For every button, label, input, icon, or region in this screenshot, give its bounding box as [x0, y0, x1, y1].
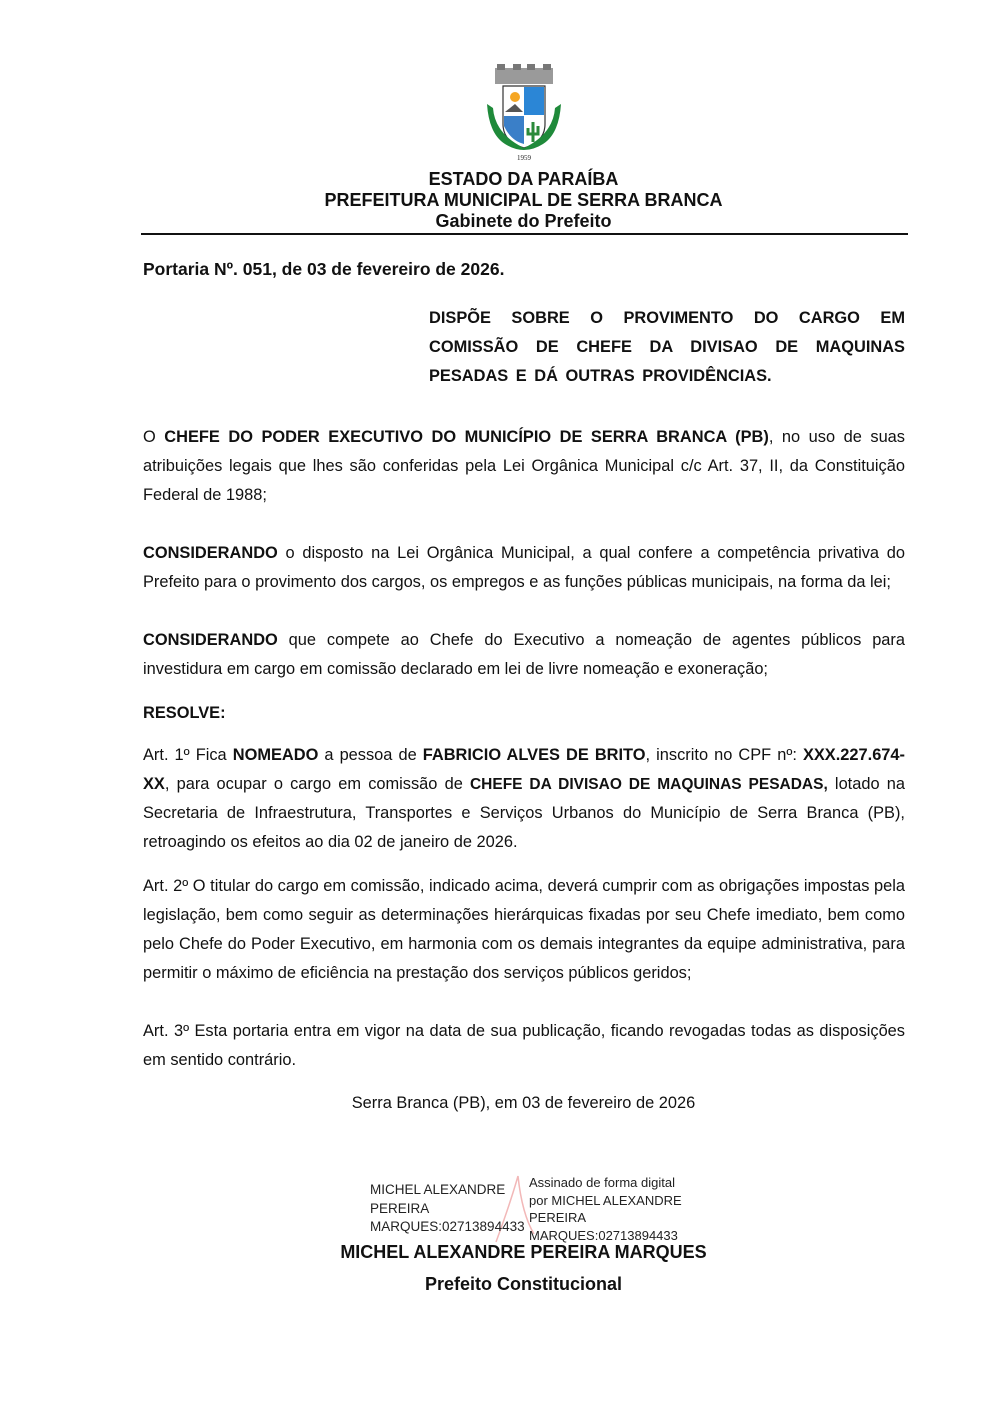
header-state: ESTADO DA PARAÍBA	[428, 169, 619, 189]
digital-signature	[370, 1174, 700, 1246]
header-office: Gabinete do Prefeito	[435, 211, 612, 231]
article-2: Art. 2º O titular do cargo em comissão, indicado acima, deverá cumprir com as obrigações impostas pela legislação, bem como seguir as determinações hierárquicas fixadas por seu Chefe imediato, bem como pelo Chefe do Poder Executivo, em harmonia com os demais integrantes da equipe administrativa, para permitir o máximo de eficiência na prestação dos serviços públicos geridos;	[143, 877, 905, 982]
header-divider	[141, 233, 908, 235]
coat-of-arms-logo	[483, 64, 565, 162]
considerando-1: CONSIDERANDO o disposto na Lei Orgânica Municipal, a qual confere a competência privativa do Prefeito para o provimento dos cargos, os empregos e as funções públicas municipais, na forma da lei;	[143, 544, 905, 591]
article-3: Art. 3º Esta portaria entra em vigor na data de sua publicação, ficando revogadas todas as disposições em sentido contrário.	[143, 1022, 905, 1069]
considerando-2: CONSIDERANDO que compete ao Chefe do Executivo a nomeação de agentes públicos para investidura em cargo em comissão declarado em lei de livre nomeação e exoneração;	[143, 631, 905, 678]
signer-name: MICHEL ALEXANDRE PEREIRA MARQUES	[340, 1242, 707, 1262]
article-1: Art. 1º Fica NOMEADO a pessoa de FABRICIO ALVES DE BRITO, inscrito no CPF nº: XXX.227.674-XX, para ocupar o cargo em comissão de CHEFE DA DIVISAO DE MAQUINAS PESADAS, lotado na Secretaria de Infraestrutura, Transportes e Serviços Urbanos do Município de Serra Branca (PB), retroagindo os efeitos ao dia 02 de janeiro de 2026.	[143, 746, 905, 851]
signature-right: Assinado de forma digital por MICHEL ALEXANDRE PEREIRA MARQUES:02713894433	[529, 1175, 682, 1243]
signature-left: MICHEL ALEXANDRE PEREIRA MARQUES:02713894433	[370, 1182, 525, 1234]
resolve-heading: RESOLVE:	[143, 704, 226, 722]
place-date: Serra Branca (PB), em 03 de fevereiro de 2026	[351, 1094, 696, 1112]
svg-text:1959: 1959	[517, 154, 531, 162]
ementa: DISPÕE SOBRE O PROVIMENTO DO CARGO EM COMISSÃO DE CHEFE DA DIVISAO DE MAQUINAS PESADAS E DÁ OUTRAS PROVIDÊNCIAS.	[429, 309, 905, 385]
header-municipality: PREFEITURA MUNICIPAL DE SERRA BRANCA	[324, 190, 723, 210]
document-title: Portaria Nº. 051, de 03 de fevereiro de 2026.	[143, 259, 505, 279]
preamble: O CHEFE DO PODER EXECUTIVO DO MUNICÍPIO DE SERRA BRANCA (PB), no uso de suas atribuições legais que lhes são conferidas pela Lei Orgânica Municipal c/c Art. 37, II, da Constituição Federal de 1988;	[143, 428, 905, 504]
signer-title: Prefeito Constitucional	[424, 1274, 622, 1294]
